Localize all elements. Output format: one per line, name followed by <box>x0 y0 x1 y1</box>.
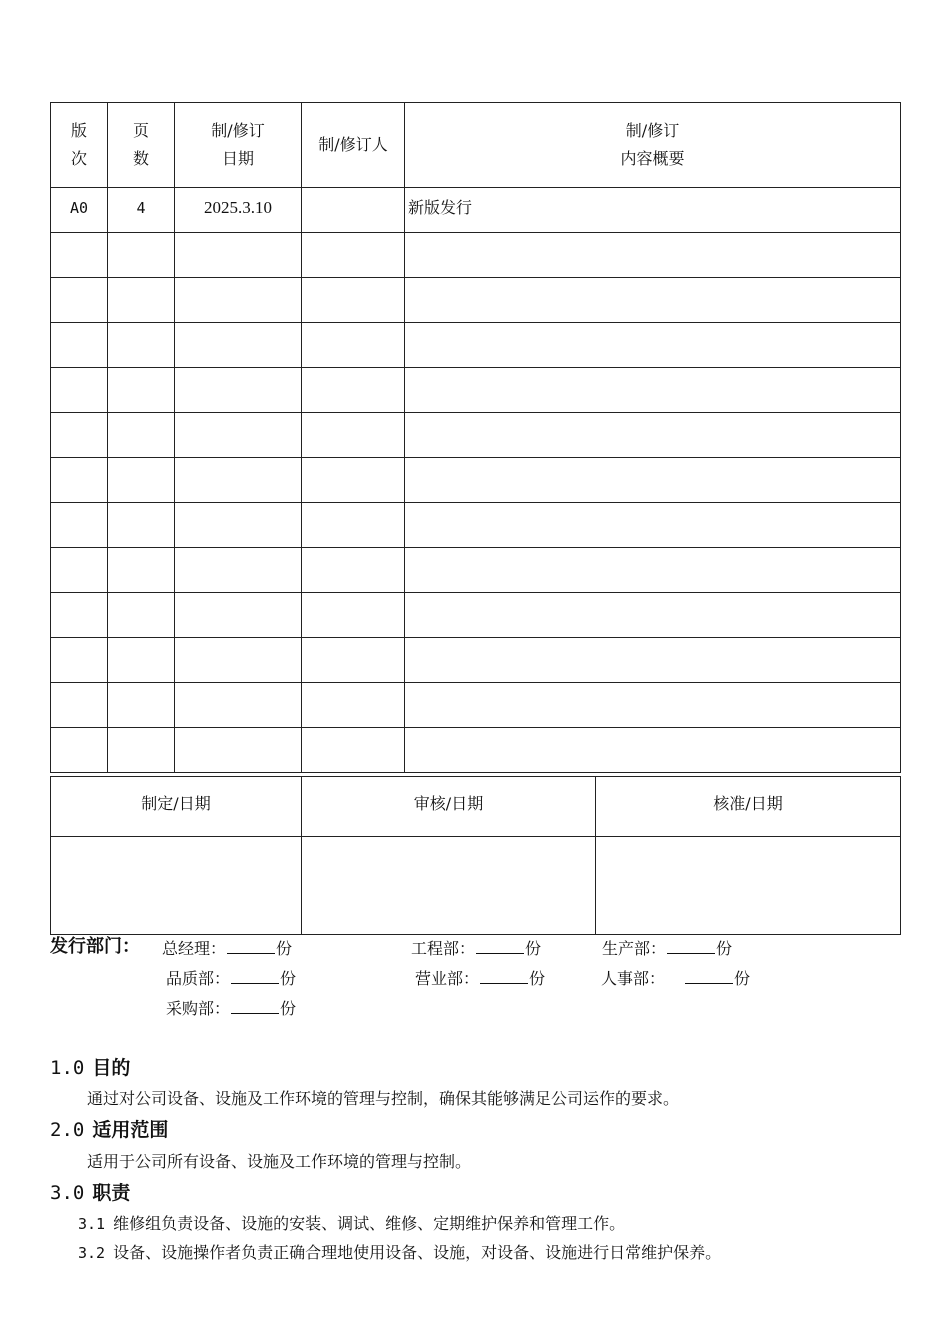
distribution-item: 工程部： 份 <box>411 939 542 958</box>
table-row <box>51 638 901 683</box>
empty-cell <box>175 503 302 548</box>
distribution-item: 采购部： 份 <box>166 999 297 1018</box>
table-row <box>51 278 901 323</box>
empty-cell <box>108 233 175 278</box>
empty-cell <box>175 548 302 593</box>
table-row <box>51 593 901 638</box>
distribution-item: 营业部： 份 <box>415 969 546 988</box>
empty-cell <box>108 638 175 683</box>
empty-cell <box>51 323 108 368</box>
empty-cell <box>405 683 901 728</box>
cell-summary: 新版发行 <box>405 188 901 233</box>
copies-blank <box>231 967 279 984</box>
header-author: 制/修订人 <box>302 103 405 188</box>
empty-cell <box>175 458 302 503</box>
empty-cell <box>51 503 108 548</box>
empty-cell <box>405 548 901 593</box>
prepared-signature-cell <box>51 837 302 935</box>
empty-cell <box>51 728 108 773</box>
cell-edition: A0 <box>51 188 108 233</box>
section-heading: 2.0 适用范围 <box>50 1119 169 1141</box>
empty-cell <box>405 593 901 638</box>
distribution-item: 人事部： 份 <box>601 969 751 988</box>
empty-cell <box>405 638 901 683</box>
empty-cell <box>302 458 405 503</box>
copies-blank <box>476 937 524 954</box>
table-row <box>51 368 901 413</box>
empty-cell <box>51 458 108 503</box>
table-row <box>51 188 901 233</box>
empty-cell <box>302 503 405 548</box>
prepared-header: 制定/日期 <box>51 777 302 837</box>
empty-cell <box>175 728 302 773</box>
empty-cell <box>175 278 302 323</box>
copies-blank <box>667 937 715 954</box>
empty-cell <box>175 323 302 368</box>
distribution-item: 生产部： 份 <box>602 939 733 958</box>
table-row <box>51 458 901 503</box>
empty-cell <box>302 413 405 458</box>
empty-cell <box>51 638 108 683</box>
section-heading: 3.0 职责 <box>50 1182 131 1204</box>
empty-cell <box>51 413 108 458</box>
empty-cell <box>108 683 175 728</box>
table-row <box>51 728 901 773</box>
table-row <box>51 413 901 458</box>
empty-cell <box>51 278 108 323</box>
signoff-signature-row <box>51 837 901 935</box>
empty-cell <box>302 233 405 278</box>
empty-cell <box>302 638 405 683</box>
empty-cell <box>302 368 405 413</box>
header-edition: 版 次 <box>51 103 108 188</box>
distribution-item: 品质部： 份 <box>166 969 297 988</box>
distribution-item: 总经理： 份 <box>162 939 293 958</box>
reviewed-header: 审核/日期 <box>302 777 596 837</box>
empty-cell <box>405 458 901 503</box>
empty-cell <box>405 413 901 458</box>
cell-pages: 4 <box>108 188 175 233</box>
empty-cell <box>108 323 175 368</box>
empty-cell <box>302 728 405 773</box>
empty-cell <box>405 323 901 368</box>
empty-cell <box>302 278 405 323</box>
cell-date: 2025.3.10 <box>175 188 302 233</box>
empty-cell <box>302 683 405 728</box>
table-row <box>51 233 901 278</box>
empty-cell <box>302 323 405 368</box>
revision-header-row <box>51 103 901 188</box>
table-row <box>51 323 901 368</box>
empty-cell <box>108 503 175 548</box>
empty-cell <box>108 278 175 323</box>
empty-cell <box>175 413 302 458</box>
empty-cell <box>51 593 108 638</box>
signoff-header-row <box>51 777 901 837</box>
copies-blank <box>685 967 733 984</box>
empty-cell <box>51 683 108 728</box>
empty-cell <box>175 683 302 728</box>
empty-cell <box>302 548 405 593</box>
header-pages: 页 数 <box>108 103 175 188</box>
purpose-text: 通过对公司设备、设施及工作环境的管理与控制，确保其能够满足公司运作的要求。 <box>87 1089 680 1108</box>
empty-cell <box>405 503 901 548</box>
duty-item: 3.2 设备、设施操作者负责正确合理地使用设备、设施，对设备、设施进行日常维护保养。 <box>78 1243 722 1262</box>
empty-cell <box>108 548 175 593</box>
empty-cell <box>51 233 108 278</box>
approved-signature-cell <box>596 837 901 935</box>
copies-blank <box>227 937 275 954</box>
empty-cell <box>405 728 901 773</box>
empty-cell <box>302 593 405 638</box>
empty-cell <box>51 548 108 593</box>
scope-text: 适用于公司所有设备、设施及工作环境的管理与控制。 <box>87 1152 472 1171</box>
empty-cell <box>108 593 175 638</box>
empty-cell <box>175 593 302 638</box>
empty-cell <box>108 368 175 413</box>
empty-cell <box>108 728 175 773</box>
copies-blank <box>231 997 279 1014</box>
duty-item: 3.1 维修组负责设备、设施的安装、调试、维修、定期维护保养和管理工作。 <box>78 1214 626 1233</box>
empty-cell <box>175 368 302 413</box>
empty-cell <box>51 368 108 413</box>
distribution-list <box>50 930 900 1025</box>
cell-author <box>302 188 405 233</box>
empty-cell <box>108 458 175 503</box>
revision-table <box>50 102 901 773</box>
section-heading: 1.0 目的 <box>50 1057 131 1079</box>
distribution-label: 发行部门： <box>50 936 140 957</box>
empty-cell <box>175 638 302 683</box>
empty-cell <box>405 278 901 323</box>
approved-header: 核准/日期 <box>596 777 901 837</box>
empty-cell <box>108 413 175 458</box>
empty-cell <box>405 368 901 413</box>
table-row <box>51 503 901 548</box>
empty-cell <box>175 233 302 278</box>
reviewed-signature-cell <box>302 837 596 935</box>
copies-blank <box>480 967 528 984</box>
header-date: 制/修订 日期 <box>175 103 302 188</box>
table-row <box>51 548 901 593</box>
table-row <box>51 683 901 728</box>
header-summary: 制/修订 内容概要 <box>405 103 901 188</box>
empty-cell <box>405 233 901 278</box>
signoff-table <box>50 776 901 935</box>
